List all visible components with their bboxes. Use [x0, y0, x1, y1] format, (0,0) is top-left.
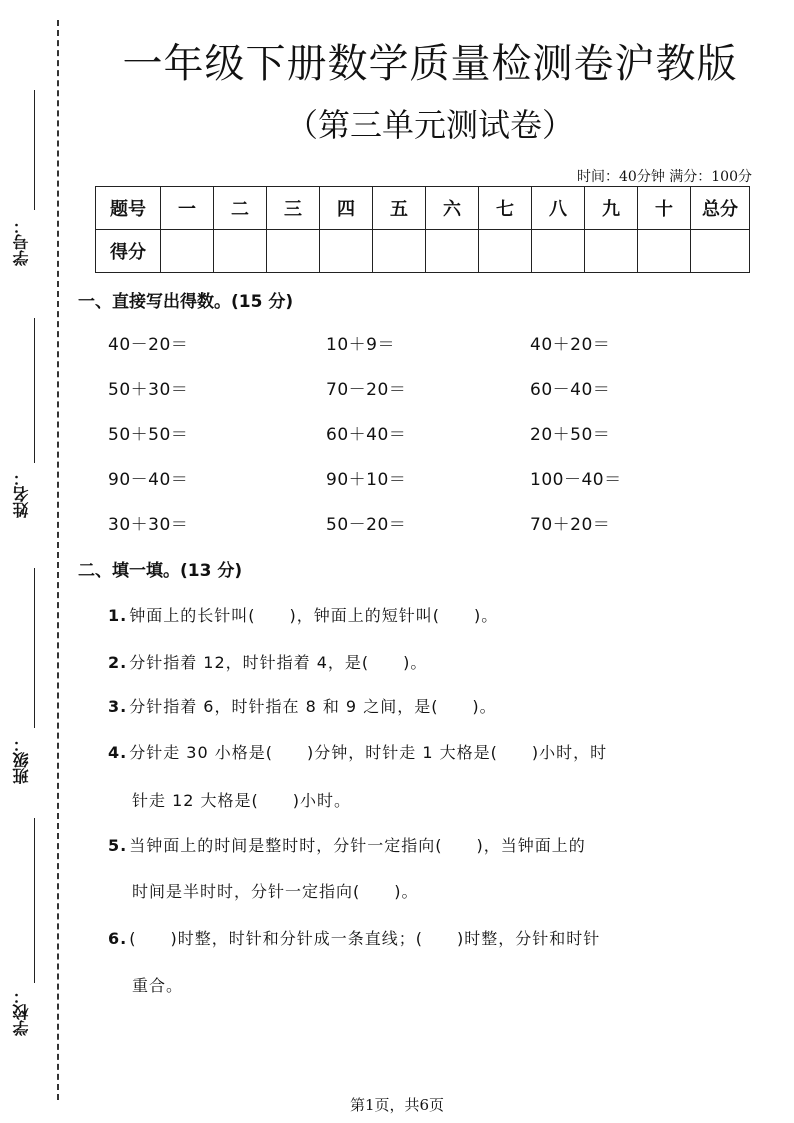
question-4	[108, 740, 728, 763]
calc-item: 50－20＝	[326, 515, 407, 535]
calc-item: 60－40＝	[530, 380, 611, 400]
question-4-continued: 针走 12 大格是( )小时。	[132, 791, 352, 810]
score-blank-cell[interactable]	[532, 230, 585, 273]
class-label: 班级：	[12, 736, 31, 784]
score-blank-cell[interactable]	[320, 230, 373, 273]
school-label: 学校：	[12, 988, 31, 1036]
question-number: 1.	[108, 606, 128, 625]
calc-item: 50＋30＝	[108, 380, 189, 400]
name-line	[34, 318, 35, 463]
question-number: 5.	[108, 836, 128, 855]
calc-item: 30＋30＝	[108, 515, 189, 535]
calc-item: 70－20＝	[326, 380, 407, 400]
page-title: 一年级下册数学质量检测卷沪教版	[122, 41, 738, 87]
score-blank-cell[interactable]	[426, 230, 479, 273]
binding-strip	[0, 0, 70, 1123]
score-cell: 九	[585, 187, 638, 230]
student-id-label: 学号：	[12, 218, 31, 266]
calc-item: 90＋10＝	[326, 470, 407, 490]
question-3	[108, 694, 728, 717]
class-line	[34, 568, 35, 728]
score-cell: 三	[267, 187, 320, 230]
score-cell: 题号	[96, 187, 161, 230]
score-table-header-row	[96, 187, 750, 230]
calc-item: 40－20＝	[108, 335, 189, 355]
score-blank-cell[interactable]	[691, 230, 750, 273]
calc-item: 60＋40＝	[326, 425, 407, 445]
score-blank-cell[interactable]	[214, 230, 267, 273]
section1-heading: 一、直接写出得数。(15 分)	[78, 292, 294, 312]
score-blank-cell[interactable]	[638, 230, 691, 273]
score-table-score-row	[96, 230, 750, 273]
question-1	[108, 603, 728, 626]
score-cell: 四	[320, 187, 373, 230]
calc-item: 70＋20＝	[530, 515, 611, 535]
question-number: 4.	[108, 743, 128, 762]
school-line	[34, 818, 35, 983]
score-blank-cell[interactable]	[373, 230, 426, 273]
score-blank-cell[interactable]	[585, 230, 638, 273]
score-blank-cell[interactable]	[161, 230, 214, 273]
question-text: ( )时整，时针和分针成一条直线；( )时整，分针和时针	[129, 929, 601, 948]
score-blank-cell[interactable]	[479, 230, 532, 273]
name-label: 姓名：	[12, 470, 31, 518]
score-cell: 十	[638, 187, 691, 230]
calc-item: 40＋20＝	[530, 335, 611, 355]
cut-line	[57, 20, 59, 1100]
score-cell: 总分	[691, 187, 750, 230]
question-text: 当钟面上的时间是整时时，分针一定指向( )，当钟面上的	[129, 836, 586, 855]
score-blank-cell[interactable]	[267, 230, 320, 273]
question-5-continued: 时间是半时时，分针一定指向( )。	[132, 882, 419, 901]
score-cell: 七	[479, 187, 532, 230]
score-cell: 五	[373, 187, 426, 230]
score-cell: 一	[161, 187, 214, 230]
question-6	[108, 926, 728, 949]
score-cell: 二	[214, 187, 267, 230]
question-text: 分针指着 6，时针指在 8 和 9 之间，是( )。	[129, 697, 497, 716]
score-cell: 八	[532, 187, 585, 230]
score-cell: 六	[426, 187, 479, 230]
question-number: 6.	[108, 929, 128, 948]
question-number: 3.	[108, 697, 128, 716]
calc-item: 10＋9＝	[326, 335, 395, 355]
question-5	[108, 833, 728, 856]
question-text: 钟面上的长针叫( )，钟面上的短针叫( )。	[129, 606, 499, 625]
question-text: 分针指着 12，时针指着 4，是( )。	[129, 653, 428, 672]
score-table	[95, 186, 750, 273]
exam-meta: 时间：40分钟 满分：100分	[577, 169, 752, 185]
question-number: 2.	[108, 653, 128, 672]
question-6-continued: 重合。	[132, 976, 184, 995]
page-footer: 第1页，共6页	[349, 1096, 445, 1114]
calc-item: 90－40＝	[108, 470, 189, 490]
score-row-label: 得分	[96, 230, 161, 273]
page-subtitle: （第三单元测试卷）	[285, 106, 574, 144]
calc-item: 20＋50＝	[530, 425, 611, 445]
calc-item: 50＋50＝	[108, 425, 189, 445]
question-text: 分针走 30 小格是( )分钟，时针走 1 大格是( )小时，时	[129, 743, 608, 762]
student-id-line	[34, 90, 35, 210]
section2-heading: 二、填一填。(13 分)	[78, 561, 243, 581]
question-2	[108, 650, 728, 673]
calc-item: 100－40＝	[530, 470, 622, 490]
